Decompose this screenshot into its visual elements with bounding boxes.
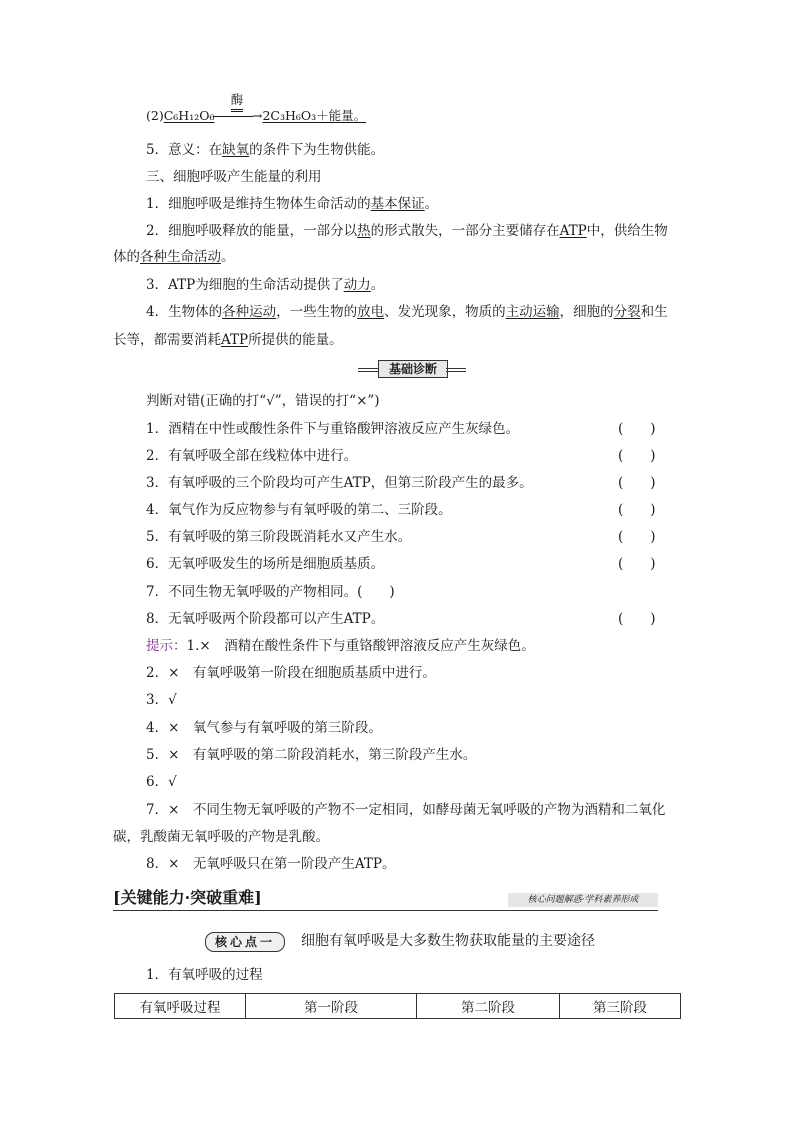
answer-blank-2: ( ): [618, 448, 656, 464]
answer-7-line1: 7．× 不同生物无氧呼吸的产物不一定相同，如酵母菌无氧呼吸的产物为酒精和二氧化: [146, 802, 666, 818]
answer-5: 5．× 有氧呼吸的第二阶段消耗水，第三阶段产生水。: [146, 747, 477, 763]
item-1: 1．细胞呼吸是维持生物体生命活动的基本保证。: [146, 196, 439, 212]
banner-label: 基础诊断: [378, 360, 448, 378]
answer-3: 3．√: [146, 692, 177, 708]
statement-3: 3．有氧呼吸的三个阶段均可产生ATP，但第三阶段产生的最多。: [146, 475, 533, 491]
answer-blank-3: ( ): [618, 475, 656, 491]
aerobic-respiration-table: [114, 993, 681, 1019]
answer-blank-8: ( ): [618, 611, 656, 627]
statement-6: 6．无氧呼吸发生的场所是细胞质基质。: [146, 556, 385, 572]
process-heading: 1．有氧呼吸的过程: [146, 967, 263, 983]
answer-8: 8．× 无氧呼吸只在第一阶段产生ATP。: [146, 856, 396, 872]
table-header-cell: 第一阶段: [246, 994, 417, 1019]
statement-7: 7．不同生物无氧呼吸的产物相同。( ): [146, 584, 395, 600]
answer-6: 6．√: [146, 774, 177, 790]
core-point-badge: 核心点一: [205, 932, 285, 952]
equation-reactant: C₆H₁₂O₆: [163, 108, 215, 123]
basic-diagnosis-banner: [358, 360, 466, 378]
item-3: 3．ATP为细胞的生命活动提供了动力。: [146, 277, 385, 293]
answer-blank-6: ( ): [618, 556, 656, 572]
answer-4: 4．× 氧气参与有氧呼吸的第三阶段。: [146, 720, 382, 736]
answer-2: 2．× 有氧呼吸第一阶段在细胞质基质中进行。: [146, 665, 436, 681]
statement-1: 1．酒精在中性或酸性条件下与重铬酸钾溶液反应产生灰绿色。: [146, 421, 520, 437]
item-2-line1: 2．细胞呼吸释放的能量，一部分以热的形式散失，一部分主要储存在ATP中，供给生物: [146, 223, 668, 239]
enzyme-label: 酶: [230, 92, 244, 107]
equation-product: →2C₃H₆O₃＋能量。: [252, 108, 367, 123]
tip-label: 提示：: [146, 638, 187, 654]
table-header-cell: 第二阶段: [417, 994, 560, 1019]
item-4-line2: 长等，都需要消耗ATP所提供的能量。: [113, 332, 343, 348]
enzyme-condition: [229, 92, 245, 113]
diagnosis-instruction: 判断对错(正确的打“√”，错误的打“×”): [146, 393, 380, 409]
statement-8: 8．无氧呼吸两个阶段都可以产生ATP。: [146, 611, 385, 627]
statement-4: 4．氧气作为反应物参与有氧呼吸的第二、三阶段。: [146, 502, 452, 518]
answer-7-line2: 碳，乳酸菌无氧呼吸的产物是乳酸。: [113, 829, 329, 845]
reaction-arrow: [213, 116, 253, 117]
answer-blank-4: ( ): [618, 502, 656, 518]
section3-heading: 三、细胞呼吸产生能量的利用: [146, 169, 322, 185]
section-divider: [113, 910, 658, 911]
section-title: [关键能力·突破重难]: [113, 888, 262, 907]
equation-left: [146, 107, 214, 125]
item-4-line1: 4．生物体的各种运动，一些生物的放电、发光现象，物质的主动运输，细胞的分裂和生: [146, 304, 668, 320]
significance-line: 5．意义：在缺氧的条件下为生物供能。: [146, 142, 385, 158]
statement-5: 5．有氧呼吸的第三阶段既消耗水又产生水。: [146, 529, 412, 545]
table-header-cell: 有氧呼吸过程: [115, 994, 246, 1019]
answer-1: 提示：1.× 酒精在酸性条件下与重铬酸钾溶液反应产生灰绿色。: [146, 638, 535, 654]
answer-blank-1: ( ): [618, 421, 656, 437]
equation-prefix: (2): [146, 108, 164, 123]
answer-blank-5: ( ): [618, 529, 656, 545]
core-point-title: 细胞有氧呼吸是大多数生物获取能量的主要途径: [301, 933, 595, 949]
section-tag: 核心问题解惑·学科素养形成: [508, 893, 658, 907]
item-2-line2: 体的各种生命活动。: [113, 249, 235, 265]
statement-2: 2．有氧呼吸全部在线粒体中进行。: [146, 448, 358, 464]
table-header-cell: 第三阶段: [560, 994, 681, 1019]
table-header-row: [115, 994, 681, 1019]
